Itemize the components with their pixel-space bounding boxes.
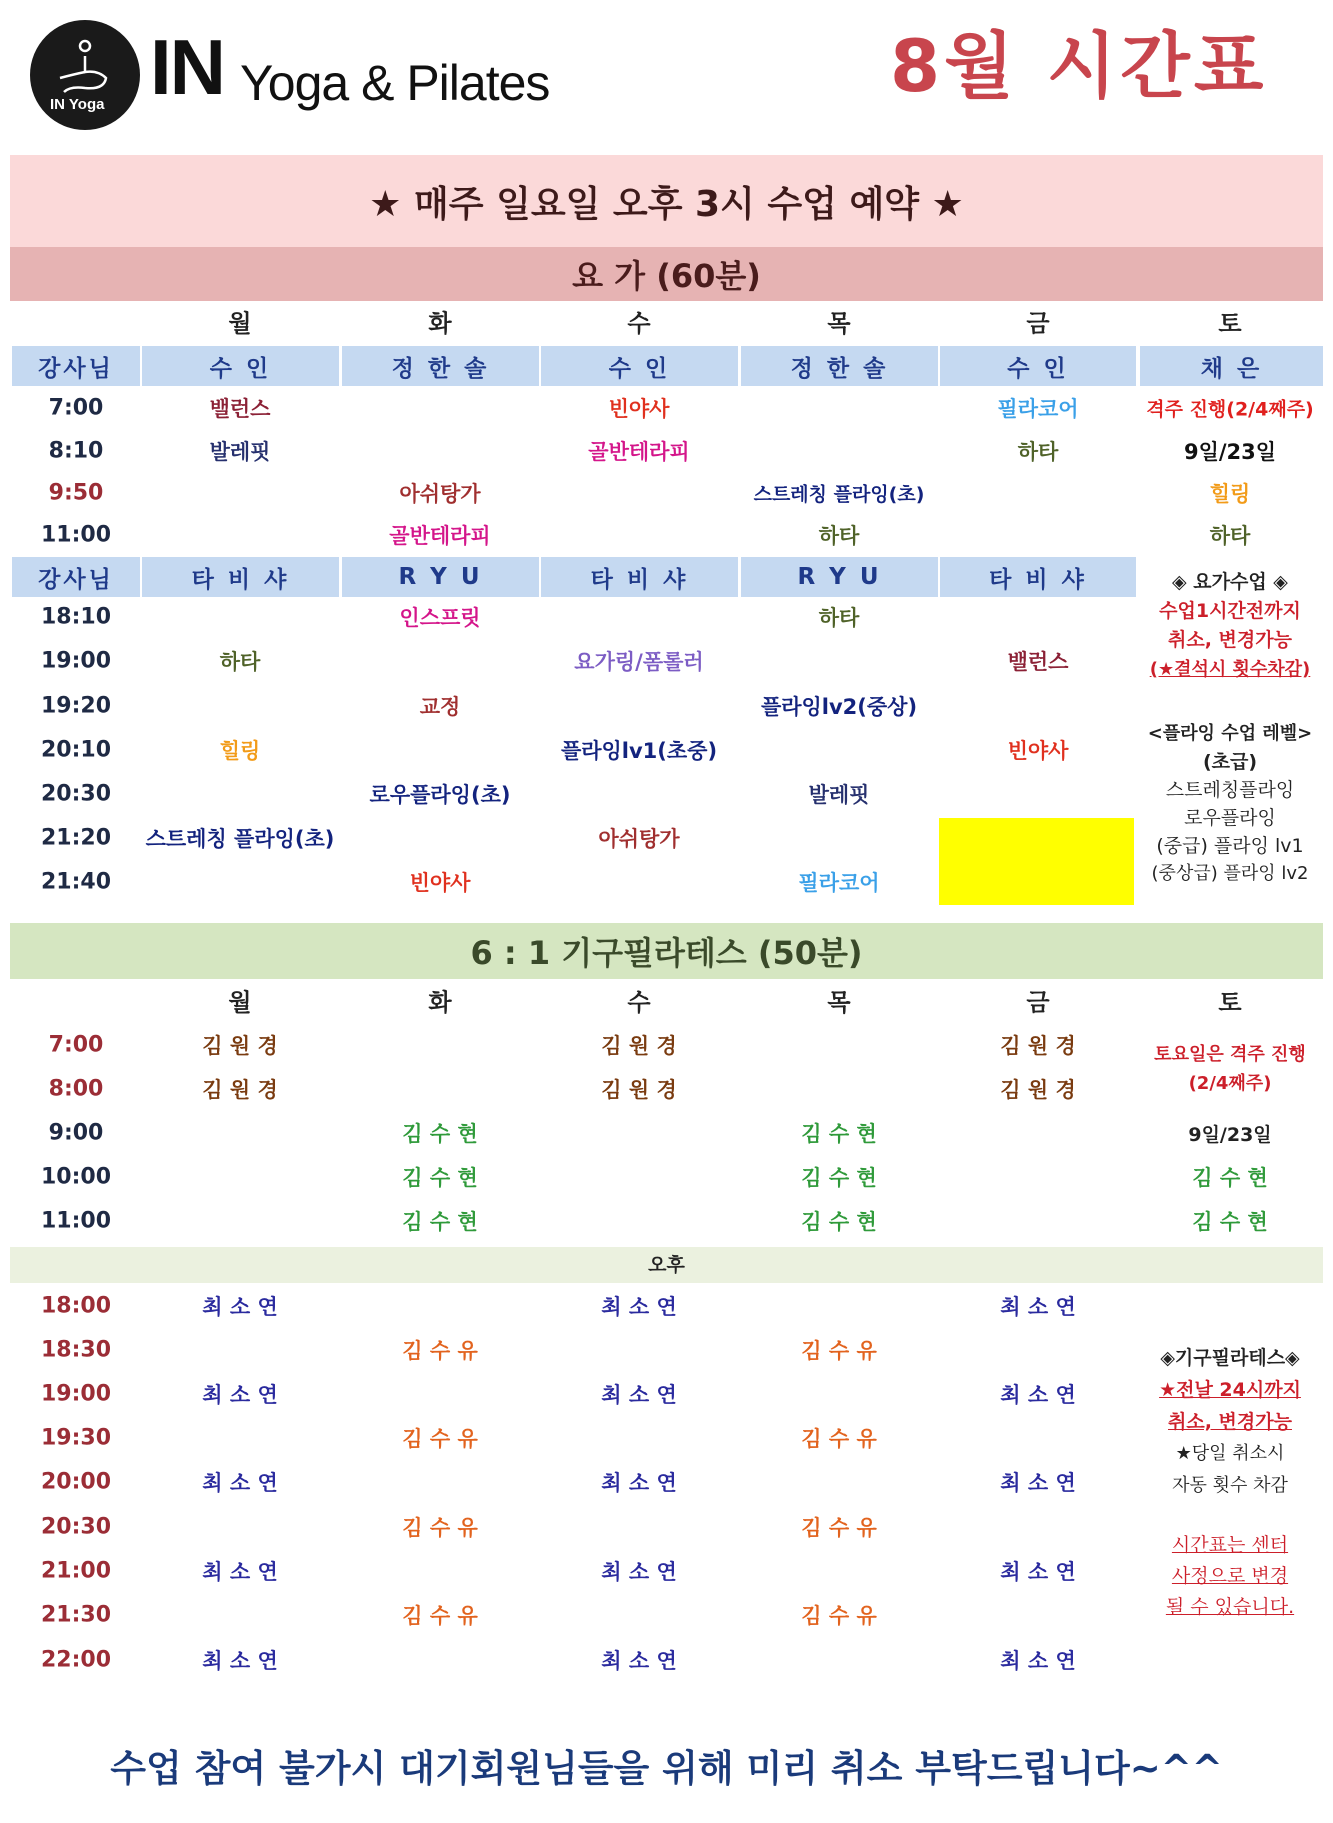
time-slot: 20:30 [40,781,112,807]
class-entry: 하타 [1017,440,1059,464]
teacher-name: 타 비 샤 [142,557,339,597]
instructor-entry: 김 수 현 [402,1122,478,1146]
instructor-entry: 최 소 연 [601,1649,677,1673]
time-slot: 21:30 [40,1602,112,1628]
time-slot: 9:50 [48,480,104,506]
day-header: 토 [1218,988,1242,1017]
time-slot: 18:30 [40,1337,112,1363]
class-entry: 격주 진행(2/4째주) [1146,398,1314,421]
instructor-entry: 김 수 현 [801,1122,877,1146]
class-entry: 골반테라피 [588,440,690,464]
instructor-entry: 김 수 유 [402,1604,478,1628]
instructor-entry: 김 수 유 [402,1516,478,1540]
sunday-reservation-banner: ★ 매주 일요일 오후 3시 수업 예약 ★ [10,155,1323,247]
time-slot: 8:00 [48,1076,104,1102]
instructor-entry: 최 소 연 [601,1560,677,1584]
time-slot: 21:20 [40,825,112,851]
instructor-entry: 김 수 현 [1192,1210,1268,1234]
teacher-name: 타 비 샤 [940,557,1136,597]
class-entry: 인스프릿 [399,606,481,630]
instructor-entry: 김 수 유 [801,1427,877,1451]
class-entry: 힐링 [1209,482,1251,506]
day-header: 수 [627,988,651,1017]
day-header: 화 [428,309,452,338]
page-title: 8월 시간표 [890,24,1268,108]
pilates-note-line: 취소, 변경가능 [1168,1411,1292,1433]
yoga-note-title: ◈ 요가수업 ◈ [1172,571,1288,593]
teacher-name: R Y U [741,557,938,597]
day-header: 금 [1026,988,1050,1017]
class-entry: 플라잉lv2(중상) [760,695,918,719]
saturday-note-line: (2/4째주) [1188,1073,1272,1094]
time-slot: 19:20 [40,693,112,719]
level-note-line: 스트레칭플라잉 [1165,779,1295,801]
instructor-entry: 최 소 연 [601,1295,677,1319]
time-slot: 20:30 [40,1514,112,1540]
instructor-entry: 최 소 연 [601,1383,677,1407]
class-entry: 빈야사 [608,397,670,421]
instructor-entry: 김 원 경 [601,1078,677,1102]
teacher-name: 수 인 [940,346,1136,386]
pilates-notes [1159,1342,1301,1502]
teacher-name: R Y U [342,557,539,597]
class-entry: 스트레칭 플라잉(초) [753,483,925,506]
day-header: 화 [428,988,452,1017]
instructor-entry: 김 수 현 [1192,1166,1268,1190]
level-note-line: (중상급) 플라잉 lv2 [1151,863,1309,884]
class-entry: 골반테라피 [389,524,491,548]
class-entry: 필라코어 [798,871,880,895]
class-entry: 요가링/폼롤러 [574,650,704,674]
instructor-entry: 김 수 유 [801,1604,877,1628]
day-header: 목 [827,309,851,338]
class-entry: 하타 [219,650,261,674]
time-slot: 20:00 [40,1469,112,1495]
instructor-entry: 최 소 연 [202,1295,278,1319]
teacher-name: 정 한 솔 [741,346,938,386]
instructor-entry: 김 원 경 [202,1034,278,1058]
pilates-note-line: ★당일 취소시 [1175,1443,1285,1464]
class-entry: 하타 [1209,524,1251,548]
class-entry: 플라잉lv1(초중) [560,739,718,763]
instructor-entry: 김 수 유 [402,1339,478,1363]
footer-message: 수업 참여 불가시 대기회원님들을 위해 미리 취소 부탁드립니다~^^ [110,1747,1223,1790]
teacher-name: 채 은 [1140,346,1323,386]
time-slot: 10:00 [40,1164,112,1190]
instructor-entry: 김 원 경 [202,1078,278,1102]
day-header: 월 [228,309,252,338]
class-entry: 밸런스 [209,397,271,421]
time-slot: 18:10 [40,604,112,630]
class-entry: 밸런스 [1007,650,1069,674]
instructor-entry: 최 소 연 [1000,1649,1076,1673]
pilates-note-line: 자동 횟수 차감 [1172,1475,1288,1496]
teacher-name: 수 인 [541,346,738,386]
brand-logo [30,20,140,130]
class-entry: 필라코어 [997,397,1079,421]
instructor-entry: 김 원 경 [1000,1078,1076,1102]
pilates-saturday-dates: 9일/23일 [1188,1124,1272,1146]
teacher-label: 강사님 [12,346,140,386]
instructor-entry: 최 소 연 [601,1471,677,1495]
class-entry: 로우플라잉(초) [369,783,511,807]
pm-divider: 오후 [10,1247,1323,1283]
instructor-entry: 김 수 현 [801,1210,877,1234]
class-entry: 교정 [419,695,461,719]
flying-level-notes [1148,720,1312,888]
time-slot: 19:00 [40,648,112,674]
class-entry: 발레핏 [808,783,870,807]
yoga-notes [1150,568,1311,684]
schedule-change-note [1166,1530,1294,1623]
instructor-entry: 최 소 연 [1000,1560,1076,1584]
time-slot: 11:00 [40,522,112,548]
time-slot: 21:40 [40,869,112,895]
day-header: 월 [228,988,252,1017]
time-slot: 19:30 [40,1425,112,1451]
time-slot: 7:00 [48,395,104,421]
instructor-entry: 김 수 현 [402,1166,478,1190]
header [0,0,1333,150]
time-slot: 18:00 [40,1293,112,1319]
teacher-name: 정 한 솔 [342,346,539,386]
instructor-entry: 김 수 현 [801,1166,877,1190]
instructor-entry: 김 원 경 [601,1034,677,1058]
instructor-entry: 김 수 유 [801,1516,877,1540]
class-entry: 아쉬탕가 [399,482,481,506]
time-slot: 20:10 [40,737,112,763]
class-entry: 하타 [818,524,860,548]
instructor-entry: 김 원 경 [1000,1034,1076,1058]
level-note-line: (중급) 플라잉 lv1 [1156,835,1304,857]
class-entry: 아쉬탕가 [598,827,680,851]
instructor-entry: 최 소 연 [202,1471,278,1495]
level-note-line: (초급) [1202,751,1258,773]
class-entry: 빈야사 [1007,739,1069,763]
instructor-entry: 최 소 연 [202,1560,278,1584]
day-header: 목 [827,988,851,1017]
instructor-entry: 최 소 연 [202,1383,278,1407]
change-note-line: 될 수 있습니다. [1165,1596,1295,1618]
teacher-name: 타 비 샤 [541,557,738,597]
class-entry: 9일/23일 [1183,440,1277,464]
brand-name-in: IN [150,23,224,111]
level-note-title: <플라잉 수업 레벨> [1147,723,1313,744]
instructor-entry: 김 수 현 [402,1210,478,1234]
logo-text: IN Yoga [50,96,105,113]
instructor-entry: 김 수 유 [801,1339,877,1363]
time-slot: 22:00 [40,1647,112,1673]
time-slot: 9:00 [48,1120,104,1146]
class-entry: 스트레칭 플라잉(초) [145,827,335,851]
pilates-saturday-note [1154,1040,1306,1098]
change-note-line: 사정으로 변경 [1171,1565,1289,1587]
time-slot: 19:00 [40,1381,112,1407]
level-note-line: 로우플라잉 [1184,807,1276,829]
saturday-note-line: 토요일은 격주 진행 [1154,1044,1306,1065]
instructor-entry: 김 수 유 [402,1427,478,1451]
yoga-note-line: 수업1시간전까지 [1159,600,1301,622]
day-header: 금 [1026,309,1050,338]
highlight-cell [939,818,1134,905]
time-slot: 11:00 [40,1208,112,1234]
instructor-entry: 최 소 연 [202,1649,278,1673]
instructor-entry: 최 소 연 [1000,1383,1076,1407]
pilates-note-title: ◈기구필라테스◈ [1160,1347,1300,1369]
yoga-note-line: (★결석시 횟수차감) [1149,659,1311,680]
time-slot: 8:10 [48,438,104,464]
class-entry: 힐링 [219,739,261,763]
instructor-entry: 최 소 연 [1000,1471,1076,1495]
pilates-section-banner: 6 : 1 기구필라테스 (50분) [10,923,1323,979]
class-entry: 발레핏 [209,440,271,464]
teacher-label: 강사님 [12,557,140,597]
yoga-section-banner: 요 가 (60분) [10,247,1323,301]
yoga-note-line: 취소, 변경가능 [1168,629,1292,651]
class-entry: 빈야사 [409,871,471,895]
instructor-entry: 최 소 연 [1000,1295,1076,1319]
time-slot: 21:00 [40,1558,112,1584]
class-entry: 하타 [818,606,860,630]
brand-name-rest: Yoga & Pilates [240,55,550,111]
time-slot: 7:00 [48,1032,104,1058]
teacher-name: 수 인 [142,346,339,386]
day-header: 토 [1218,309,1242,338]
pilates-note-line: ★전날 24시까지 [1159,1379,1301,1401]
change-note-line: 시간표는 센터 [1171,1534,1289,1556]
day-header: 수 [627,309,651,338]
